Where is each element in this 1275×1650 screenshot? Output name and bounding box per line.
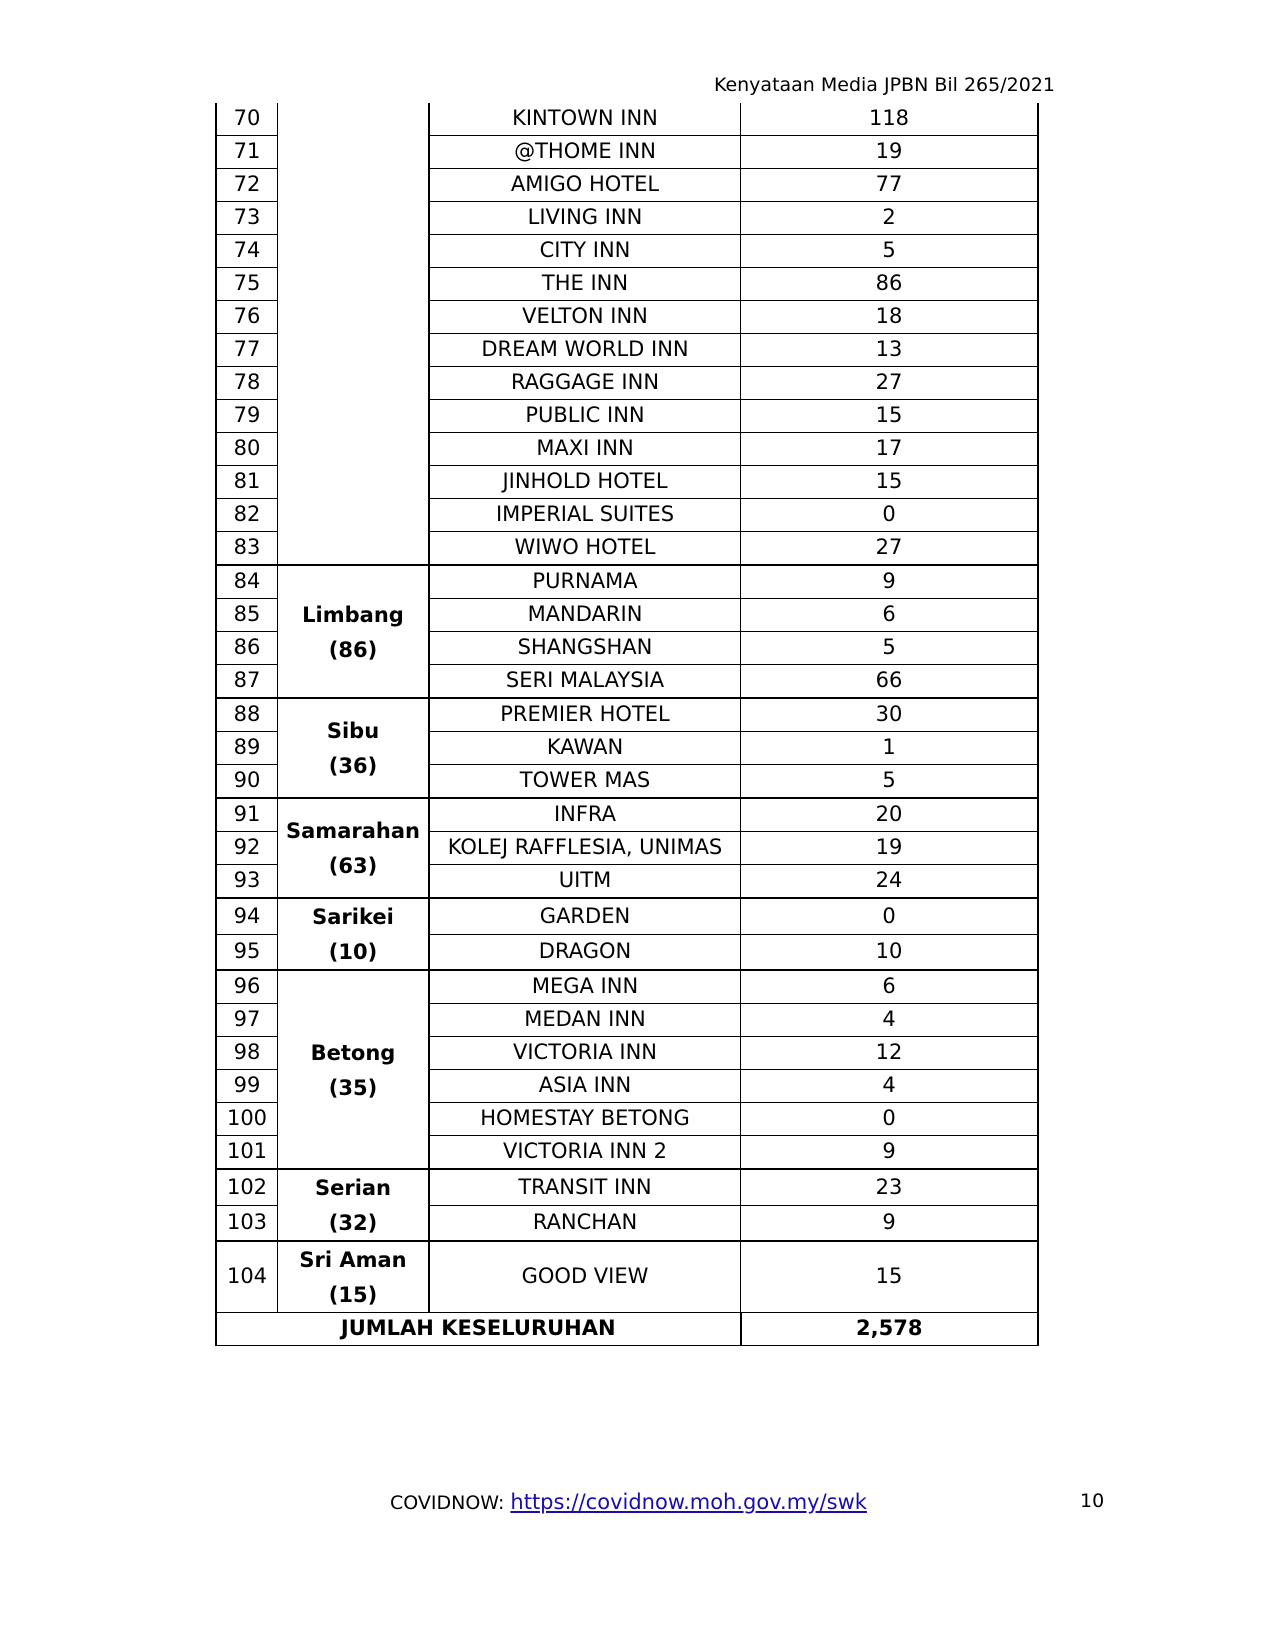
row-number: 79: [216, 400, 278, 433]
footer-prefix: COVIDNOW:: [390, 1492, 511, 1514]
hotel-name: UITM: [429, 865, 741, 899]
occupant-count: 77: [741, 169, 1039, 202]
row-number: 82: [216, 499, 278, 532]
district-total: (32): [328, 1211, 378, 1235]
hotel-name: TRANSIT INN: [429, 1169, 741, 1205]
hotel-name: RAGGAGE INN: [429, 367, 741, 400]
occupant-count: 19: [741, 136, 1039, 169]
occupant-count: 20: [741, 798, 1039, 832]
occupant-count: 27: [741, 367, 1039, 400]
district-total: (15): [328, 1283, 378, 1307]
row-number: 90: [216, 765, 278, 799]
table-row: [216, 698, 1038, 732]
occupant-count: 17: [741, 433, 1039, 466]
row-number: 73: [216, 202, 278, 235]
hotel-name: DREAM WORLD INN: [429, 334, 741, 367]
occupant-count: 9: [741, 1136, 1039, 1170]
district-name: Serian: [314, 1176, 392, 1200]
occupant-count: 118: [741, 103, 1039, 136]
district-total: (63): [328, 854, 378, 878]
occupant-count: 30: [741, 698, 1039, 732]
row-number: 97: [216, 1004, 278, 1037]
row-number: 94: [216, 898, 278, 934]
row-number: 83: [216, 532, 278, 566]
hotel-name: VICTORIA INN 2: [429, 1136, 741, 1170]
hotel-name: MEGA INN: [429, 970, 741, 1004]
occupant-count: 15: [741, 466, 1039, 499]
row-number: 93: [216, 865, 278, 899]
district-cell: [278, 798, 430, 898]
row-number: 76: [216, 301, 278, 334]
row-number: 102: [216, 1169, 278, 1205]
row-number: 92: [216, 832, 278, 865]
hotel-name: CITY INN: [429, 235, 741, 268]
hotel-name: RANCHAN: [429, 1205, 741, 1241]
hotel-name: LIVING INN: [429, 202, 741, 235]
grand-total-value: 2,578: [741, 1313, 1039, 1346]
row-number: 86: [216, 632, 278, 665]
occupant-count: 0: [741, 499, 1039, 532]
grand-total-label: JUMLAH KESELURUHAN: [216, 1313, 741, 1346]
occupant-count: 6: [741, 970, 1039, 1004]
row-number: 77: [216, 334, 278, 367]
district-cell: [278, 565, 430, 698]
occupant-count: 12: [741, 1037, 1039, 1070]
occupant-count: 2: [741, 202, 1039, 235]
footer: [390, 1490, 867, 1514]
occupant-count: 24: [741, 865, 1039, 899]
hotel-name: THE INN: [429, 268, 741, 301]
table-row: [216, 1169, 1038, 1205]
district-cell: [278, 698, 430, 798]
row-number: 75: [216, 268, 278, 301]
hotel-name: HOMESTAY BETONG: [429, 1103, 741, 1136]
district-cell: [278, 970, 430, 1169]
occupant-count: 6: [741, 599, 1039, 632]
row-number: 85: [216, 599, 278, 632]
quarantine-centre-table: [215, 103, 1039, 1346]
occupant-count: 86: [741, 268, 1039, 301]
hotel-name: ASIA INN: [429, 1070, 741, 1103]
table-row: [216, 103, 1038, 136]
row-number: 95: [216, 934, 278, 970]
covidnow-link[interactable]: https://covidnow.moh.gov.my/swk: [510, 1490, 867, 1514]
table-row: [216, 798, 1038, 832]
table-row: [216, 1241, 1038, 1313]
row-number: 104: [216, 1241, 278, 1313]
occupant-count: 66: [741, 665, 1039, 699]
district-cell: [278, 1241, 430, 1313]
district-total: (10): [328, 940, 378, 964]
district-cell: [278, 103, 430, 565]
occupant-count: 15: [741, 400, 1039, 433]
table-row: [216, 898, 1038, 934]
hotel-name: DRAGON: [429, 934, 741, 970]
table-row: [216, 970, 1038, 1004]
district-name: Sarikei: [312, 905, 394, 929]
row-number: 88: [216, 698, 278, 732]
district-total: (86): [328, 637, 378, 662]
occupant-count: 27: [741, 532, 1039, 566]
occupant-count: 5: [741, 235, 1039, 268]
occupant-count: 0: [741, 898, 1039, 934]
hotel-name: JINHOLD HOTEL: [429, 466, 741, 499]
row-number: 72: [216, 169, 278, 202]
row-number: 98: [216, 1037, 278, 1070]
district-name: Betong: [310, 1040, 396, 1065]
row-number: 78: [216, 367, 278, 400]
occupant-count: 18: [741, 301, 1039, 334]
hotel-name: IMPERIAL SUITES: [429, 499, 741, 532]
hotel-name: MEDAN INN: [429, 1004, 741, 1037]
hotel-name: KAWAN: [429, 732, 741, 765]
occupant-count: 9: [741, 1205, 1039, 1241]
row-number: 101: [216, 1136, 278, 1170]
hotel-name: KOLEJ RAFFLESIA, UNIMAS: [429, 832, 741, 865]
document-header: Kenyataan Media JPBN Bil 265/2021: [713, 74, 1055, 96]
row-number: 96: [216, 970, 278, 1004]
occupant-count: 15: [741, 1241, 1039, 1313]
occupant-count: 5: [741, 632, 1039, 665]
hotel-name: PREMIER HOTEL: [429, 698, 741, 732]
hotel-name: WIWO HOTEL: [429, 532, 741, 566]
row-number: 99: [216, 1070, 278, 1103]
row-number: 84: [216, 565, 278, 599]
row-number: 87: [216, 665, 278, 699]
district-cell: [278, 898, 430, 970]
district-name: Limbang: [302, 602, 404, 627]
hotel-name: TOWER MAS: [429, 765, 741, 799]
row-number: 103: [216, 1205, 278, 1241]
district-total: (36): [328, 754, 378, 778]
district-name: Sibu: [326, 719, 380, 743]
occupant-count: 13: [741, 334, 1039, 367]
table-row: [216, 565, 1038, 599]
hotel-name: SERI MALAYSIA: [429, 665, 741, 699]
occupant-count: 5: [741, 765, 1039, 799]
hotel-name: MAXI INN: [429, 433, 741, 466]
occupant-count: 4: [741, 1070, 1039, 1103]
occupant-count: 9: [741, 565, 1039, 599]
page-number: 10: [1080, 1490, 1105, 1512]
hotel-name: KINTOWN INN: [429, 103, 741, 136]
hotel-name: SHANGSHAN: [429, 632, 741, 665]
row-number: 71: [216, 136, 278, 169]
occupant-count: 1: [741, 732, 1039, 765]
row-number: 74: [216, 235, 278, 268]
district-total: (35): [328, 1075, 378, 1100]
row-number: 70: [216, 103, 278, 136]
grand-total-row: [216, 1313, 1038, 1346]
occupant-count: 0: [741, 1103, 1039, 1136]
district-cell: [278, 1169, 430, 1241]
hotel-name: VICTORIA INN: [429, 1037, 741, 1070]
hotel-name: MANDARIN: [429, 599, 741, 632]
hotel-name: PURNAMA: [429, 565, 741, 599]
row-number: 100: [216, 1103, 278, 1136]
table-body: [216, 103, 1038, 1346]
district-name: Sri Aman: [299, 1248, 407, 1272]
occupant-count: 10: [741, 934, 1039, 970]
row-number: 89: [216, 732, 278, 765]
hotel-name: GOOD VIEW: [429, 1241, 741, 1313]
hotel-name: INFRA: [429, 798, 741, 832]
hotel-name: AMIGO HOTEL: [429, 169, 741, 202]
occupant-count: 23: [741, 1169, 1039, 1205]
hotel-name: @THOME INN: [429, 136, 741, 169]
hotel-name: GARDEN: [429, 898, 741, 934]
row-number: 80: [216, 433, 278, 466]
row-number: 81: [216, 466, 278, 499]
row-number: 91: [216, 798, 278, 832]
hotel-name: PUBLIC INN: [429, 400, 741, 433]
district-name: Samarahan: [286, 819, 420, 843]
hotel-name: VELTON INN: [429, 301, 741, 334]
occupant-count: 4: [741, 1004, 1039, 1037]
occupant-count: 19: [741, 832, 1039, 865]
